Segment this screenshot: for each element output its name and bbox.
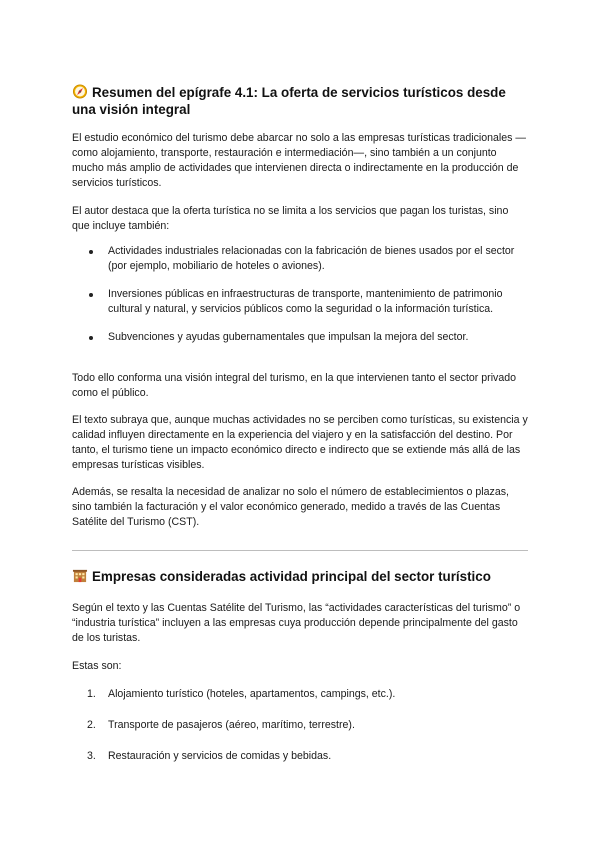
paragraph: El estudio económico del turismo debe abarcar no solo a las empresas turísticas tradicionales —como alojamiento, transporte, restauración e intermediación—, sino también a un conjunto mucho más amplio de actividades que intervienen directa o indirectamente en la producción de servicios turísticos. [72,132,526,189]
paragraph: Todo ello conforma una visión integral del turismo, en la que intervienen tanto el sector privado como el público. [72,372,517,399]
list-text: Alojamiento turístico (hoteles, apartamentos, campings, etc.). [108,688,396,700]
bullet-list [72,244,528,345]
list-item: Inversiones públicas en infraestructuras de transporte, mantenimiento de patrimonio cultural y natural, y servicios públicos como la seguridad o la información turística. [72,287,528,317]
hotel-icon [72,568,88,583]
paragraph: El autor destaca que la oferta turística no se limita a los servicios que pagan los turistas, sino que incluye también: [72,205,509,232]
list-item: Subvenciones y ayudas gubernamentales que impulsan la mejora del sector. [72,330,528,345]
document-content [72,84,528,780]
paragraph: El texto subraya que, aunque muchas actividades no se perciben como turísticas, su existencia y calidad influyen directamente en la experiencia del viajero y en la satisfacción del destino. Por tanto, el turismo tiene un impacto económico directo e indirecto que se extiende más allá de las empresas turísticas visibles. [72,414,528,471]
section-divider [72,550,528,551]
list-text: Transporte de pasajeros (aéreo, marítimo, terrestre). [108,719,355,731]
list-number: 2. [87,719,96,731]
paragraph: Según el texto y las Cuentas Satélite del Turismo, las “actividades características del turismo” o “industria turística” incluyen a las empresas cuya producción depende principalmente del gasto de los turistas. [72,602,521,644]
list-item [72,749,528,764]
paragraph: Estas son: [72,660,122,672]
list-number: 3. [87,750,96,762]
compass-icon [72,84,88,99]
section-2-heading [72,568,528,585]
section-1-heading [72,84,528,118]
list-item: Actividades industriales relacionadas con la fabricación de bienes usados por el sector (por ejemplo, mobiliario de hoteles o aviones). [72,244,528,274]
paragraph: Además, se resalta la necesidad de analizar no solo el número de establecimientos o plazas, sino también la facturación y el valor económico generado, medido a través de las Cuentas Satélite del Turismo (CST). [72,486,509,528]
numbered-list [72,687,528,764]
list-number: 1. [87,688,96,700]
list-item [72,687,528,702]
list-item [72,718,528,733]
section-1-title: Resumen del epígrafe 4.1: La oferta de servicios turísticos desde una visión integral [72,85,506,117]
list-text: Restauración y servicios de comidas y bebidas. [108,750,332,762]
section-2-title: Empresas consideradas actividad principal del sector turístico [92,569,491,584]
